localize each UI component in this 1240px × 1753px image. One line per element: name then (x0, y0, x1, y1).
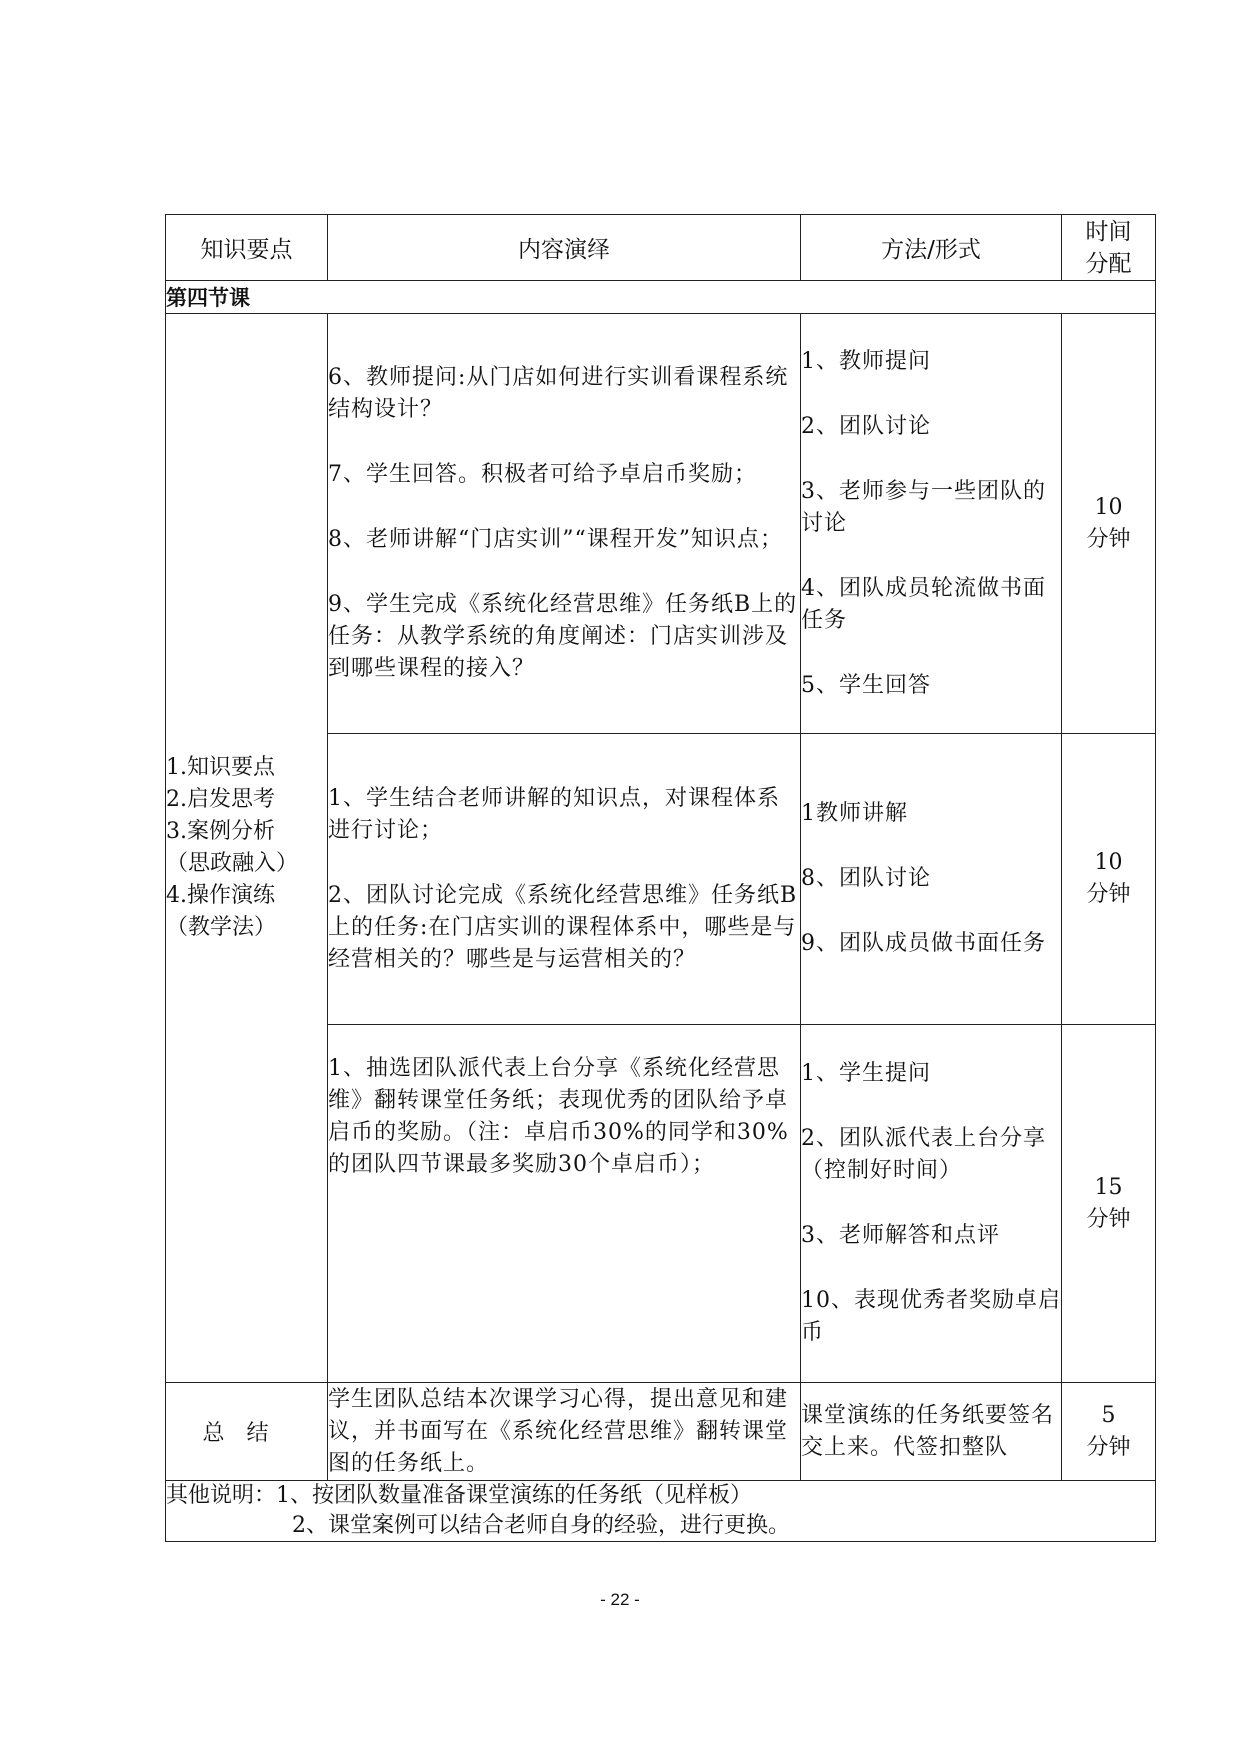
content-paragraph: 1、抽选团队派代表上台分享《系统化经营思维》翻转课堂任务纸；表现优秀的团队给予卓启币的奖励。（注：卓启币30%的同学和30%的团队四节课最多奖励30个卓启币）； (328, 1056, 789, 1177)
method-item: 10、表现优秀者奖励卓启币 (801, 1288, 1061, 1345)
header-time (1062, 215, 1156, 281)
summary-label: 总结 (166, 1383, 328, 1481)
method-item: 2、团队派代表上台分享（控制好时间） (801, 1126, 1046, 1183)
knowledge-point: 3.案例分析 (166, 819, 275, 844)
notes-row (166, 1481, 1156, 1542)
header-knowledge-points: 知识要点 (166, 215, 328, 281)
header-time-line1: 时间 (1085, 218, 1132, 245)
page-number: - 22 - (600, 1590, 640, 1609)
method-item: 8、团队讨论 (801, 866, 931, 891)
knowledge-point: 1.知识要点 (166, 755, 275, 780)
time-unit: 分钟 (1086, 526, 1131, 552)
content-paragraph: 6、教师提问:从门店如何进行实训看课程系统结构设计？ (328, 365, 789, 422)
knowledge-points-cell (166, 314, 328, 1383)
content-paragraph: 8、老师讲解“门店实训”“课程开发”知识点； (328, 527, 783, 552)
summary-method: 课堂演练的任务纸要签名交上来。代签扣整队 (801, 1383, 1062, 1481)
method-item: 3、老师参与一些团队的讨论 (801, 478, 1046, 536)
time-value: 5 (1101, 1402, 1116, 1428)
method-item: 1教师讲解 (801, 801, 908, 826)
method-item: 4、团队成员轮流做书面任务 (801, 575, 1046, 633)
section-row (166, 281, 1156, 314)
knowledge-point: 4.操作演练 (166, 883, 275, 908)
time-unit: 分钟 (1086, 882, 1131, 907)
method-item: 1、学生提问 (801, 1061, 931, 1086)
method-item: 5、学生回答 (801, 672, 931, 698)
content-cell-1 (328, 314, 801, 734)
section-title: 第四节课 (166, 281, 1156, 314)
content-cell-2 (328, 734, 801, 1025)
lesson-plan-table (165, 214, 1156, 1542)
summary-time (1062, 1383, 1156, 1481)
content-paragraph: 1、学生结合老师讲解的知识点，对课程体系进行讨论； (328, 785, 780, 843)
method-item: 3、老师解答和点评 (801, 1223, 1000, 1248)
summary-content: 学生团队总结本次课学习心得，提出意见和建议，并书面写在《系统化经营思维》翻转课堂图的任务纸上。 (328, 1383, 801, 1481)
method-item: 2、团队讨论 (801, 413, 931, 439)
header-time-line2: 分配 (1085, 250, 1132, 277)
knowledge-point: （思政融入） (166, 851, 299, 876)
time-cell-3 (1062, 1025, 1156, 1383)
knowledge-point: （教学法） (166, 915, 277, 940)
header-row (166, 215, 1156, 281)
time-unit: 分钟 (1086, 1206, 1131, 1232)
time-value: 15 (1094, 1174, 1123, 1200)
content-cell-3 (328, 1025, 801, 1383)
content-paragraph: 7、学生回答。积极者可给予卓启币奖励； (328, 462, 757, 487)
time-value: 10 (1094, 494, 1123, 520)
method-cell-2 (801, 734, 1062, 1025)
notes-cell (166, 1481, 1156, 1542)
knowledge-point: 2.启发思考 (166, 787, 275, 812)
time-cell-1 (1062, 314, 1156, 734)
notes-line-2: 2、课堂案例可以结合老师自身的经验，进行更换。 (292, 1513, 790, 1538)
time-unit: 分钟 (1086, 1434, 1131, 1460)
block-row-1 (166, 314, 1156, 734)
header-method: 方法/形式 (801, 215, 1062, 281)
method-cell-1 (801, 314, 1062, 734)
notes-line-1: 其他说明：1、按团队数量准备课堂演练的任务纸（见样板） (166, 1483, 752, 1508)
method-item: 9、团队成员做书面任务 (801, 931, 1046, 956)
time-cell-2 (1062, 734, 1156, 1025)
summary-row (166, 1383, 1156, 1481)
method-item: 1、教师提问 (801, 348, 931, 374)
header-content: 内容演绎 (328, 215, 801, 281)
content-paragraph: 2、团队讨论完成《系统化经营思维》任务纸B上的任务:在门店实训的课程体系中，哪些是与经营相关的？哪些是与运营相关的？ (328, 882, 798, 972)
method-cell-3 (801, 1025, 1062, 1383)
content-paragraph: 9、学生完成《系统化经营思维》任务纸B上的任务：从教学系统的角度阐述：门店实训涉及到哪些课程的接入？ (328, 592, 798, 681)
time-value: 10 (1094, 850, 1123, 875)
